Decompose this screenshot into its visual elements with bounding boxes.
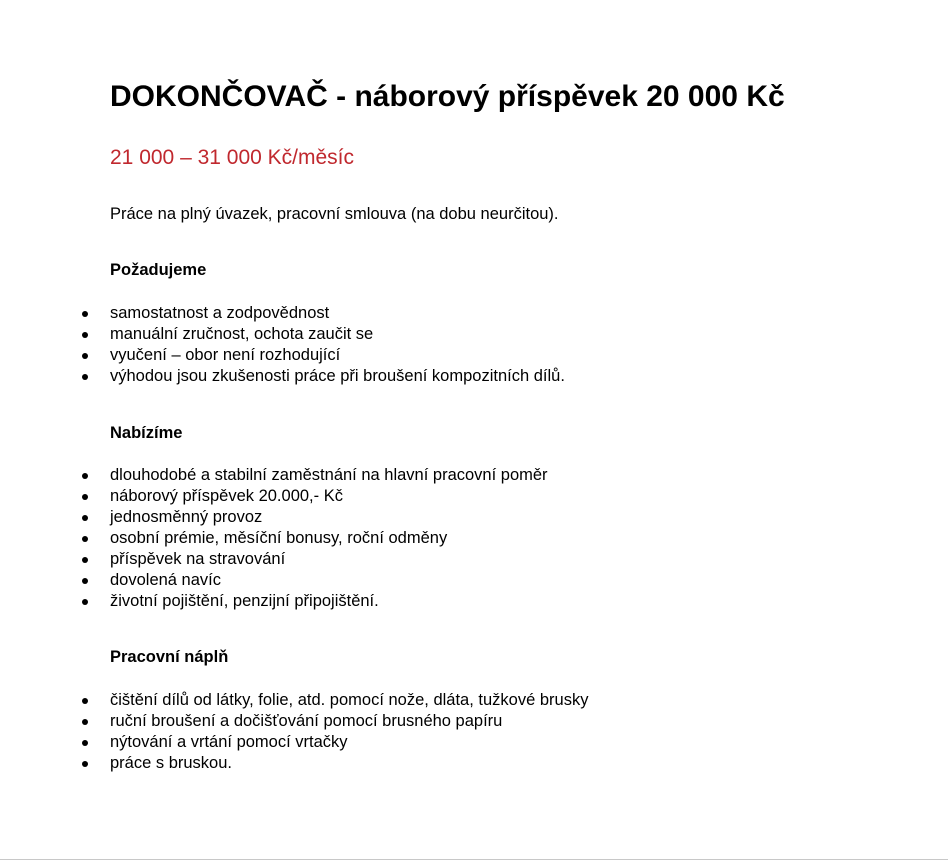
duties-list <box>0 690 588 774</box>
duties-heading: Pracovní náplň <box>110 648 229 666</box>
bullet-icon <box>82 311 88 317</box>
list-item <box>0 507 548 528</box>
list-item <box>0 549 548 570</box>
list-item-text: práce s bruskou. <box>110 754 232 772</box>
list-item <box>0 711 588 732</box>
list-item-text: výhodou jsou zkušenosti práce při broušení kompozitních dílů. <box>110 367 565 385</box>
list-item-text: samostatnost a zodpovědnost <box>110 304 330 322</box>
offer-heading: Nabízíme <box>110 424 183 442</box>
bullet-icon <box>82 761 88 767</box>
bullet-icon <box>82 740 88 746</box>
list-item-text: životní pojištění, penzijní připojištění. <box>110 592 379 610</box>
list-item-text: čištění dílů od látky, folie, atd. pomocí nože, dláta, tužkové brusky <box>110 691 589 709</box>
employment-type-text: Práce na plný úvazek, pracovní smlouva (na dobu neurčitou). <box>110 205 559 223</box>
job-title: DOKONČOVAČ - náborový příspěvek 20 000 Kč <box>110 80 785 113</box>
list-item-text: nýtování a vrtání pomocí vrtačky <box>110 733 348 751</box>
requirements-heading: Požadujeme <box>110 261 207 279</box>
requirements-list <box>0 303 565 387</box>
list-item <box>0 690 588 711</box>
bullet-icon <box>82 473 88 479</box>
list-item <box>0 486 548 507</box>
salary-range: 21 000 – 31 000 Kč/měsíc <box>110 146 354 169</box>
list-item <box>0 753 588 774</box>
list-item-text: jednosměnný provoz <box>110 508 263 526</box>
bullet-icon <box>82 599 88 605</box>
list-item <box>0 732 588 753</box>
bullet-icon <box>82 536 88 542</box>
bullet-icon <box>82 494 88 500</box>
list-item-text: vyučení – obor není rozhodující <box>110 346 341 364</box>
page-bottom-divider <box>0 859 948 860</box>
list-item <box>0 570 548 591</box>
list-item <box>0 303 565 324</box>
list-item-text: dlouhodobé a stabilní zaměstnání na hlavní pracovní poměr <box>110 466 548 484</box>
bullet-icon <box>82 719 88 725</box>
list-item <box>0 528 548 549</box>
list-item <box>0 366 565 387</box>
bullet-icon <box>82 374 88 380</box>
list-item-text: ruční broušení a dočišťování pomocí brusného papíru <box>110 712 503 730</box>
list-item <box>0 324 565 345</box>
list-item-text: dovolená navíc <box>110 571 221 589</box>
bullet-icon <box>82 578 88 584</box>
list-item-text: náborový příspěvek 20.000,- Kč <box>110 487 343 505</box>
bullet-icon <box>82 332 88 338</box>
bullet-icon <box>82 557 88 563</box>
bullet-icon <box>82 698 88 704</box>
list-item-text: osobní prémie, měsíční bonusy, roční odměny <box>110 529 448 547</box>
list-item-text: příspěvek na stravování <box>110 550 286 568</box>
list-item <box>0 591 548 612</box>
bullet-icon <box>82 515 88 521</box>
list-item <box>0 345 565 366</box>
bullet-icon <box>82 353 88 359</box>
offer-list <box>0 465 548 612</box>
list-item-text: manuální zručnost, ochota zaučit se <box>110 325 374 343</box>
list-item <box>0 465 548 486</box>
